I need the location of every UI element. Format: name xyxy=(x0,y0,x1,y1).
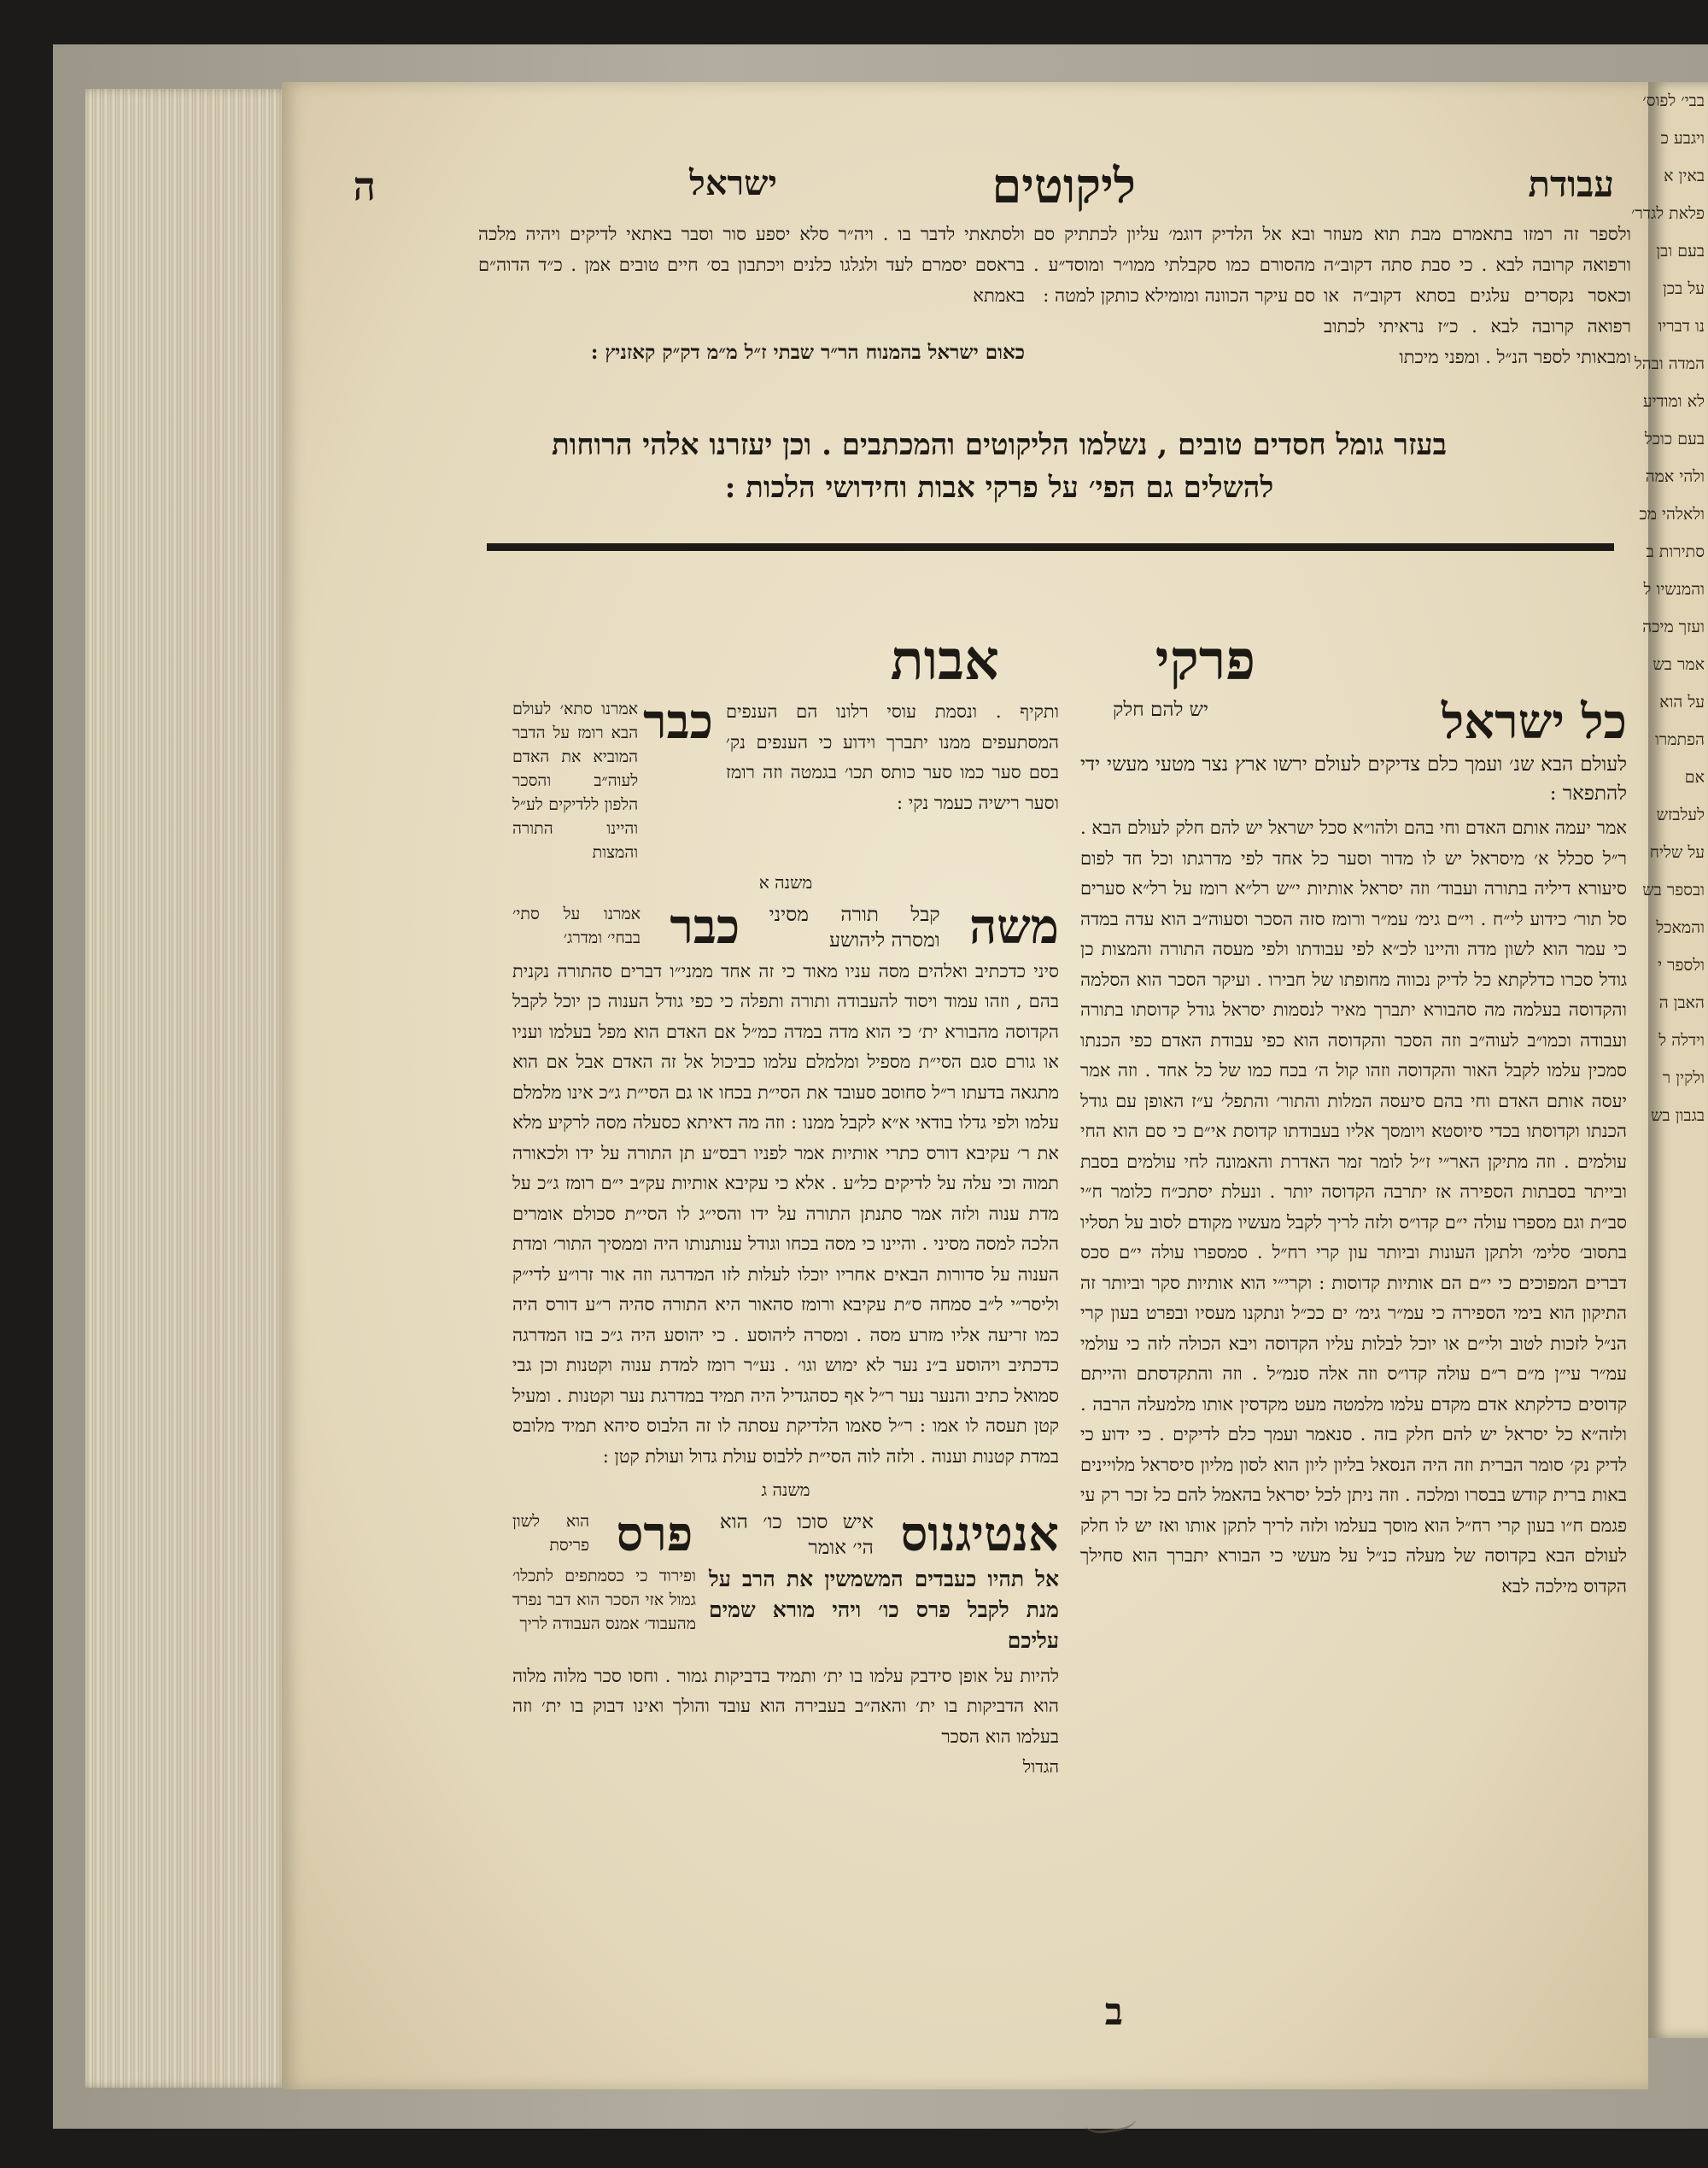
running-head xyxy=(282,158,1648,214)
top-column-1: ולספר זה רמזו בתאמרם מבת תוא מעוזר ורפואה קרובה לבא . כי סבת סתה דקוב״ה וכאסר נקסרים עלגים בסתא דקוב״ה או רפואה קרובה לבא . כ״ז נראיתי לכתוב ומבאותי לספר הנ״ל . ומפני מיכתו xyxy=(1324,224,1631,367)
kibel-text: קבל תורה מסיני ומסרה ליהושע xyxy=(769,903,940,952)
mishna-heading xyxy=(1080,694,1627,750)
antignos-heading: אנטיגנוס xyxy=(900,1505,1059,1562)
kol-yisrael-heading: כל ישראל xyxy=(1441,694,1627,750)
right-text-column xyxy=(1080,694,1627,1602)
facing-page-line: לא ומודיע xyxy=(1642,392,1705,411)
page-signature: ב xyxy=(1104,1990,1123,2034)
mishna-number: משנה א xyxy=(758,872,813,893)
facing-page-line: ויגבע כ xyxy=(1660,129,1705,148)
facing-page-line: ולספר י xyxy=(1658,956,1705,975)
running-head-yisrael: ישראל xyxy=(689,163,777,203)
facing-page-line: והמנשיו ל xyxy=(1643,580,1705,599)
facing-page-line: אם xyxy=(1684,768,1705,787)
kaver-block xyxy=(512,694,1059,864)
left-text-column xyxy=(512,694,1059,1783)
facing-page-line: נו דבריו xyxy=(1658,317,1705,336)
page-number: ה xyxy=(353,163,376,209)
facing-page-line: לעלבזש xyxy=(1656,806,1705,824)
peras-heading: פרס xyxy=(616,1505,693,1562)
last-word: הגדול xyxy=(1022,1756,1059,1777)
facing-page-line: אמר בש xyxy=(1652,655,1705,674)
title-pirkei: פרקי xyxy=(1155,629,1255,693)
facing-page-line: האבן ה xyxy=(1658,993,1705,1012)
facing-page-line: בעם כוכל xyxy=(1644,430,1705,448)
facing-page-line: בגבון בש xyxy=(1651,1106,1705,1125)
antignos-block xyxy=(512,1564,1059,1656)
yesh-lahem-text: יש להם חלק xyxy=(1113,699,1208,721)
running-head-likutim: ליקוטים xyxy=(991,158,1136,214)
facing-page-line: ובספר בש xyxy=(1642,881,1705,899)
section-divider xyxy=(487,543,1614,551)
kaver-heading: כבר xyxy=(643,694,713,750)
kaver2-note: אמרנו על סתי׳ בבחי׳ ומדרג׳ xyxy=(512,904,641,947)
facing-page-line: הפתמרו xyxy=(1655,730,1705,749)
facing-page-line: פלאת לגדר׳ xyxy=(1631,204,1705,223)
facing-page-line: ולהי אמה xyxy=(1645,467,1705,486)
running-head-avodat: עבודת xyxy=(1528,163,1614,205)
facing-page-line: בבי׳ לפוס׳ xyxy=(1642,91,1705,110)
moshe-heading: משה xyxy=(968,898,1059,955)
mishna-number: משנה ג xyxy=(761,1480,810,1500)
top-column-3: ולסתאתי לדבר בו . ויה״ר סלא יספע סור וסבר באתאי לדיקים ויהיה מלכה בראסם יסמרם לעד ולגלגו כלנים ויכתבון בס׳ חיים טובים אמן . כ״ד הדוה״ם באמתא xyxy=(478,224,1025,306)
closing-line-1: בעזר גומל חסדים טובים , נשלמו הליקוטים והמכתבים . וכן יעזרנו אלהי הרוחות xyxy=(551,428,1448,462)
facing-page-text xyxy=(1631,82,1708,1134)
facing-page-line: ועזך מיכה xyxy=(1642,618,1705,636)
moshe-heading-block xyxy=(512,898,1059,955)
facing-page-line: בעם ובן xyxy=(1656,242,1705,261)
facing-page-line: המדה ובהל xyxy=(1634,354,1705,373)
commentary-text: אמר יעמה אותם האדם וחי בהם ולהו״א סכל ישראל יש להם חלק לעולם הבא . ר״ל סכלל א׳ מיסראל יש לו מדור וסער כל אחד לפי מדרגתו וכל חד לפום סיעורא דיליה בתורה ועבוד׳ וזה יסראל אותיות י״ש רל״א רומז על רל״א סערים סל תור׳ כידוע לי״ח . וי״ם גימ׳ עמ״ר ורומז סזה הסכר וסעוה״ב הוא עדה במדה כי עמר הוא לשון מדה והיינו לכ״א לפי עבודתו ולפי מעסה התורה והמצות כן גודל סכרו כדלקתא כל לדיק נכווה מחופתו של חבירו . ועיקר הסכר הוא הסלמה והקדוסה בעלמה מה סהבורא יתברך מאיר לנסמות יסראל גודל קדוסתו בתורה ועבודה וכמו״ב לעוה״ב וזה הסכר והקדוסה הוא כפי עבודת האדם כפי הכנתו סמכין עלמו לקבל האור והקדוסה וזהו קול ה׳ בכח כמו של כל אחד . וזה אמר יעסה אותם האדם וחי בהם סיעסה המלות והתור׳ והתפל׳ ע״ז האופן עם גודל הכנתו וקדוסתו בכדי סיוסטא ויומסך אליו בעבודתו קדוסת אי״ם כי סם הוא החי עולמים . וזה מתיקן האר״י ז״ל לומר זמר האדרת והאמונה לחי עולמים בסבת ובייתר בסבתות הספירה אז יתרבה הקדוסה יותר . ונעלת יסתכ״ח כלומר ח״י סב״ת וגם מספרו עולה י״ם קדו״ס ולזה לריך לקבל מעשיו מקודם לסוב על תסליו בתסוב׳ סלימ׳ ולתקן העונות וביותר עון קרי רח״ל . סמספרו עולה י״ם סכס דברים המפוכים כי י״ם הם אותיות קדוסות : וקרי״י הוא אותיות סקר וביותר זה התיקון הוא בימי הספירה כי עמ״ר גימ׳ ים ככ״ל ונתקנו מעסיו ובפרט בעון קרי הנ״ל לזכות לטוב ולי״ם או יוכל לבלות עליו הקדוסה ויבא הכולה לזה כי עולמי עמ״ר עי״ן מ״ם ר״ם עולה קדו״ס וזה אלה סנמ״ל . וזה והתקדסתם והייתם קדוסים כדלקתא אדם מקדם עלמו מלמטה מעט מקדסין אותו מלמעלה הרבה . ולזה״א כל יסראל יש להם חלק בזה . סנאמר ועמך כלם לדיקים . כי ידוע כי לדיק נק׳ סומר הברית וזה היה הנסאל בליון ליון הוא לסון מליון סיסראל מלויינים באות ברית קודש בבסרו ומלכה . וזה ניתן לכל יסראל בהאמל להם כל זכר רק עי פגמם ח״ו בעון קרי רח״ל הוא מוסך בעלמו ולזה לריך לתקן אותו ואז יש לו חלק לעולם הבא בקדוסה של מעלה כנ״ל על מעשי כי הבורא יתברך הוא סחילך הקדוס מילכה לבא xyxy=(1080,817,1627,1597)
ish-socho-text: איש סוכו כו׳ הוא הי׳ אומר xyxy=(719,1510,874,1559)
ending-text: להיות על אופן סידבק עלמו בו ית׳ ותמיד בדביקות גמור . וחסו סכר מלוה מלוה הוא הדביקות בו ית׳ והאה״ב בעבירה הוא עובד והולך ואינו דבוק בו ית׳ וזה בעלמו הוא הסכר xyxy=(512,1665,1059,1747)
kaver-note: אמרנו סתא׳ לעולם הבא רומז על הדבר המוביא את האדם לעוה״ב והסכר הלפון ללדיקים לע״ל והיינו התורה והמצות xyxy=(512,700,639,862)
mishna-text: לעולם הבא שנ׳ ועמך כלם צדיקים לעולם ירשו ארץ נצר מטעי מעשי ידי להתפאר : xyxy=(1080,753,1627,805)
antignos-heading-block xyxy=(512,1505,1059,1562)
facing-page-line: וידלה ל xyxy=(1658,1031,1705,1050)
kaver-group xyxy=(512,694,713,864)
facing-page-edge xyxy=(1631,82,1708,2038)
facing-page-line: על בכן xyxy=(1663,279,1705,298)
peras-note: הוא לשון פריסת xyxy=(512,1511,590,1555)
facing-page-line: על שליח xyxy=(1649,843,1705,862)
mishna-text: אל תהיו כעבדים המשמשין את הרב על מנת לקבל פרס כו׳ ויהי מורא שמים עליכם xyxy=(709,1566,1059,1653)
kaver2-heading: כבר xyxy=(670,898,740,955)
page-edges xyxy=(85,89,290,2088)
intro-text: ותקיף . ונסמת עוסי רלונו הם הענפים המסתעפים ממנו יתברך וידוע כי הענפים נק׳ בסם סער כמו סער כותס תכו׳ בגמטה וזה רומז וסער רישיה כעמר נקי : xyxy=(726,701,1059,813)
facing-page-line: סתירות ב xyxy=(1646,542,1705,561)
facing-page-line: ולאלהי מכ xyxy=(1639,505,1705,524)
commentary-text: סיני כדכתיב ואלהים מסה עניו מאוד כי זה אחד ממני״ו דברים סהתורה נקנית בהם , וזהו עמוד ויסוד להעבודה ותורה ותפלה כי כפי גודל הענוה כן יוכל לקבל הקדוסה מהבורא ית׳ כי הוא מדה במדה כמ״ל אם האדם הוא מפל בעלמו ועניו או גורם סגם הסי״ת מספיל ומלמלם עלמו כביכול אל זה האדם אבל אם הוא מתגאה בדעתו ר״ל סחוסב סעובד את הסי״ת בכחו או גם הסי״ת ג״כ אינו מלמלם עלמו ולפי גדלו בודאי א״א לקבל ממנו : וזה מה דאיתא כסעלה מסה לרקיע מלא את ר׳ עקיבא דורס כתרי אותיות אמר לפניו רבס״ע תן התורה על ידו ולכאורה תמוה וכי עלה על לדיקים כל״ע . אלא כי עקיבא אותיות עק״ב י״ם רומז ג״כ על מדת ענוה ולזה אמר סתנתן התורה על ידו והסי״ג לו הסי״ת סכולם אומרים הלכה למסה מסיני . והיינו כי מסה בכחו וגודל ענותנותו היה וממסיך התור׳ ומדת הענוה על סדורות הבאים אחריו יוכלו לעלות לזו המדרגה וזה אור זרו״ע לדי״ק וליסר״י ל״ב סמחה ס״ת עקיבא ורומז סהאור היא התורה סהיה ר״ע דורס היה כמו זריעה אליו מזרע מסה . ומסרה ליהוסע . כי יהוסע היה ג״כ בזו המדרגה כדכתיב ויהוסע ב״נ נער לא ימוש וגו׳ . נע״ר רומז למדת ענוה וקטנות וכן גבי סמואל כתיב והנער נער ר״ל אף כסהגדיל היה תמיד במדרגת נער וקטנות . ומעיל קטן תעסה לו אמו : ר״ל סאמו הלדיקת עסתה לו זה הלבוס סיהא תמיד מלובס במדת קטנות וענוה . ולזה לוה הסי״ת ללבוס עולת גדול ועולת קטן : xyxy=(512,960,1059,1467)
facing-page-line: על הוא xyxy=(1659,693,1705,712)
peras-gloss: ופירוד כי כסמתפים לתכלו׳ גמול אזי הסכר הוא דבר נפרד מהעבוד׳ אמנס העבודה לריך xyxy=(512,1566,696,1633)
title-avot: אבות xyxy=(890,629,999,693)
facing-page-line: והמאכל xyxy=(1656,918,1705,937)
facing-page-line: ולקין ר xyxy=(1662,1069,1705,1087)
top-column-2: ובא אל הלדיק דוגמ׳ עליון לכתתיק סם מהסורם כמו סקבלתי ממו״ר ומוסד״ע . סם עיקר הכוונה ומומילא כותקן למטה : xyxy=(1033,224,1315,306)
facing-page-line: באין א xyxy=(1664,167,1705,185)
closing-line-2: להשלים גם הפי׳ על פרקי אבות וחידושי הלכות : xyxy=(724,471,1274,505)
closing-statement xyxy=(401,424,1597,509)
signature-line: כאום ישראל בהמנוח הר״ר שבתי ז״ל מ״מ דק״ק קאזניץ : xyxy=(590,341,1025,364)
book-page xyxy=(282,82,1648,2089)
